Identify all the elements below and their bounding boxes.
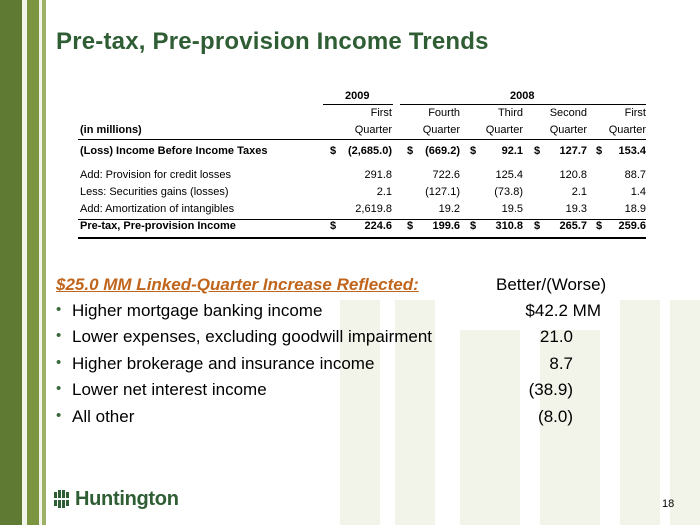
dollar-sign: $ xyxy=(470,145,477,157)
cell-value: 19.5 xyxy=(501,203,523,215)
cell-value: 2,619.8 xyxy=(355,203,392,215)
bullet-text: Higher brokerage and insurance income xyxy=(72,354,375,373)
bullet-text: All other xyxy=(72,407,135,426)
column-header: Second xyxy=(549,107,587,119)
dollar-sign: $ xyxy=(534,145,541,157)
row-label: Add: Provision for credit losses xyxy=(80,169,232,181)
decorative-stripe xyxy=(27,0,39,525)
cell-value: 224.6 xyxy=(364,220,392,232)
logo-mark-icon xyxy=(53,490,71,508)
bullet-text: Lower expenses, excluding goodwill impairment xyxy=(72,327,433,346)
bullet-text: Higher mortgage banking income xyxy=(72,301,323,320)
table-row xyxy=(78,145,646,162)
cell-value: (2,685.0) xyxy=(347,145,392,157)
bullet-value: $42.2 MM xyxy=(525,301,601,320)
bullet-icon: • xyxy=(56,380,62,397)
units-label: (in millions) xyxy=(80,124,142,136)
bullet-text: Lower net interest income xyxy=(72,380,267,399)
cell-value: 199.6 xyxy=(432,220,460,232)
column-header: Fourth xyxy=(428,107,460,119)
page-number: 18 xyxy=(662,498,675,510)
financial-table xyxy=(78,90,646,237)
table-row xyxy=(78,220,646,237)
year-header: 2008 xyxy=(510,90,535,102)
bullet-icon: • xyxy=(56,354,62,371)
cell-value: 92.1 xyxy=(501,145,523,157)
bullet-icon: • xyxy=(56,327,62,344)
logo-text: Huntington xyxy=(75,488,179,510)
section-heading: $25.0 MM Linked-Quarter Increase Reflected: xyxy=(56,275,419,294)
cell-value: 127.7 xyxy=(559,145,587,157)
bullet-value: (8.0) xyxy=(538,407,573,426)
cell-value: 125.4 xyxy=(495,169,523,181)
cell-value: (669.2) xyxy=(425,145,460,157)
page-title: Pre-tax, Pre-provision Income Trends xyxy=(56,28,489,55)
cell-value: (127.1) xyxy=(425,186,460,198)
decorative-stripe xyxy=(0,0,22,525)
bullet-icon: • xyxy=(56,407,62,424)
table-row xyxy=(78,169,646,186)
dollar-sign: $ xyxy=(330,220,337,232)
bullet-value: 21.0 xyxy=(539,327,573,346)
cell-value: 2.1 xyxy=(571,186,587,198)
column-header: Quarter xyxy=(485,124,523,136)
cell-value: 19.2 xyxy=(438,203,460,215)
dollar-sign: $ xyxy=(470,220,477,232)
dollar-sign: $ xyxy=(407,220,414,232)
dollar-sign: $ xyxy=(596,145,603,157)
row-label: (Loss) Income Before Income Taxes xyxy=(80,145,268,157)
cell-value: 2.1 xyxy=(376,186,392,198)
column-header: Quarter xyxy=(608,124,646,136)
column-header: Quarter xyxy=(354,124,392,136)
cell-value: 265.7 xyxy=(559,220,587,232)
dollar-sign: $ xyxy=(330,145,337,157)
cell-value: 291.8 xyxy=(364,169,392,181)
cell-value: 19.3 xyxy=(565,203,587,215)
dollar-sign: $ xyxy=(407,145,414,157)
decorative-stripe xyxy=(42,0,46,525)
better-worse-heading: Better/(Worse) xyxy=(496,275,607,294)
cell-value: 310.8 xyxy=(495,220,523,232)
cell-value: 722.6 xyxy=(432,169,460,181)
column-header: Quarter xyxy=(422,124,460,136)
dollar-sign: $ xyxy=(596,220,603,232)
column-header: Quarter xyxy=(549,124,587,136)
column-header: Third xyxy=(497,107,523,119)
cell-value: 88.7 xyxy=(624,169,646,181)
column-header: First xyxy=(624,107,646,119)
cell-value: 18.9 xyxy=(624,203,646,215)
table-row xyxy=(78,186,646,203)
table-row xyxy=(78,203,646,220)
cell-value: 1.4 xyxy=(630,186,646,198)
column-header: First xyxy=(370,107,392,119)
bullet-icon: • xyxy=(56,301,62,318)
row-label: Add: Amortization of intangibles xyxy=(80,203,235,215)
bullet-value: 8.7 xyxy=(549,354,573,373)
cell-value: (73.8) xyxy=(494,186,523,198)
year-header: 2009 xyxy=(345,90,370,102)
bullet-value: (38.9) xyxy=(528,380,573,399)
cell-value: 259.6 xyxy=(618,220,646,232)
table-header-row xyxy=(78,107,646,124)
row-label: Pre-tax, Pre-provision Income xyxy=(80,220,236,232)
cell-value: 120.8 xyxy=(559,169,587,181)
dollar-sign: $ xyxy=(534,220,541,232)
cell-value: 153.4 xyxy=(618,145,646,157)
row-label: Less: Securities gains (losses) xyxy=(80,186,229,198)
